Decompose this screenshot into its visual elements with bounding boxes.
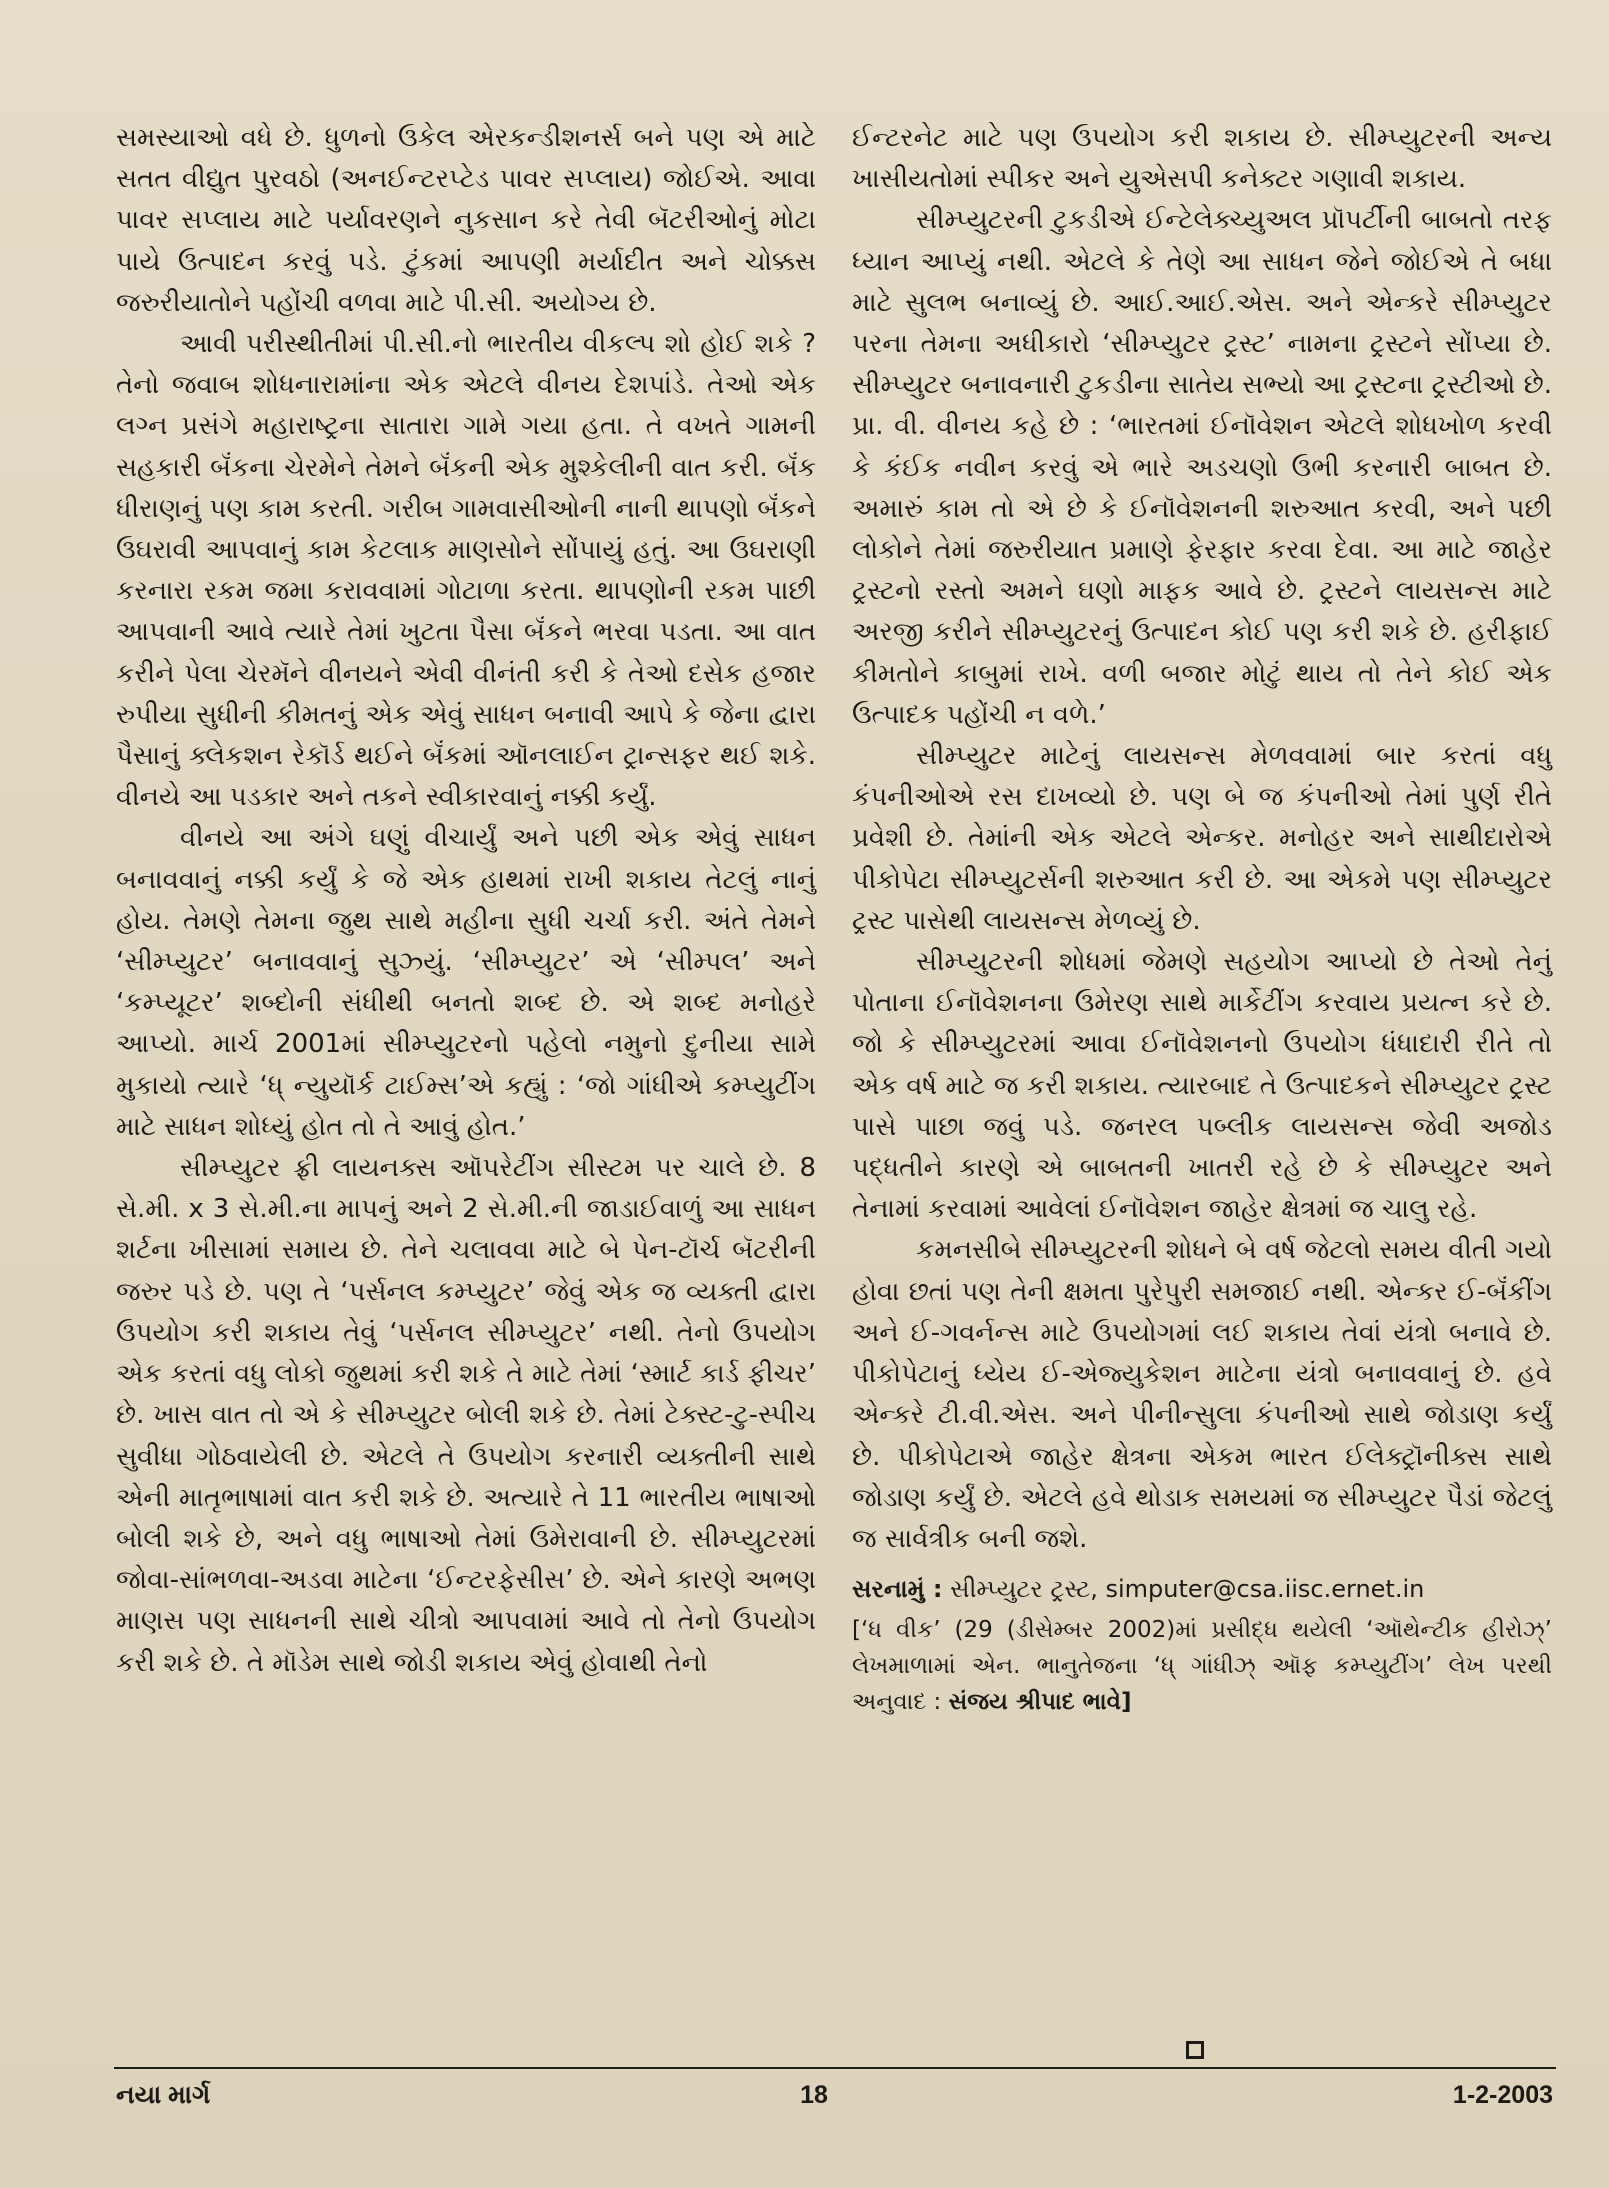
left-paragraph-3: વીનયે આ અંગે ઘણું વીચાર્યું અને પછી એક એવું સાધન બનાવવાનું નક્કી કર્યું કે જે એક હાથમાં રાખી શકાય તેટલું નાનું હોય. તેમણે તેમના જુથ સાથે મહીના સુધી ચર્ચા કરી. અંતે તેમને ‘સીમ્પ્યુટર’ બનાવવાનું સુઝ્યું. ‘સીમ્પ્યુટર’ એ ‘સીમ્પલ’ અને ‘કમ્પ્યૂટર’ શબ્દોની સંધીથી બનતો શબ્દ છે. એ શબ્દ મનોહરે આપ્યો. માર્ચ 2001માં સીમ્પ્યુટરનો પહેલો નમુનો દુનીયા સામે મુકાયો ત્યારે ‘ધ્ ન્યુયૉર્ક ટાઈમ્સ’એ કહ્યું : ‘જો ગાંધીએ કમ્પ્યુટીંગ માટે સાધન શોધ્યું હોત તો તે આવું હોત.’ bbox=[116, 823, 816, 1142]
right-paragraph-2: સીમ્પ્યુટરની ટુકડીએ ઈન્ટેલેક્ચ્યુઅલ પ્રૉપર્ટીની બાબતો તરફ ધ્યાન આપ્યું નથી. એટલે કે તેણે આ સાધન જેને જોઈએ તે બધા માટે સુલભ બનાવ્યું છે. આઈ.આઈ.એસ. અને એન્કરે સીમ્પ્યુટર પરના તેમના અધીકારો ‘સીમ્પ્યુટર ટ્રસ્ટ’ નામના ટ્રસ્ટને સોંપ્યા છે. સીમ્પ્યુટર બનાવનારી ટુકડીના સાતેય સભ્યો આ ટ્રસ્ટના ટ્રસ્ટીઓ છે. પ્રા. વી. વીનય કહે છે : ‘ભારતમાં ઈનૉવેશન એટલે શોધખોળ કરવી કે કંઈક નવીન કરવું એ ભારે અડચણો ઉભી કરનારી બાબત છે. અમારું કામ તો એ છે કે ઈનૉવેશનની શરુઆત કરવી, અને પછી લોકોને તેમાં જરુરીયાત પ્રમાણે ફેરફાર કરવા દેવા. આ માટે જાહેર ટ્રસ્ટનો રસ્તો અમને ઘણો માફક આવે છે. ટ્રસ્ટને લાયસન્સ માટે અરજી કરીને સીમ્પ્યુટરનું ઉત્પાદન કોઈ પણ કરી શકે છે. હરીફાઈ કીમતોને કાબુમાં રાખે. વળી બજાર મોટું થાય તો તેને કોઈ એક ઉત્પાદક પહોંચી ન વળે.’ bbox=[852, 205, 1552, 730]
source-note-text: [‘ધ વીક’ (29 (ડીસેમ્બર 2002)માં પ્રસીદ્ધ થયેલી ‘ઑથેન્ટીક હીરોઝ્’ લેખમાળામાં એન. ભાનુતેજના ‘ધ્ ગાંધીઝ્ ઑફ કમ્પ્યુટીંગ’ લેખ પરથી અનુવાદ : bbox=[852, 1617, 1552, 1716]
translator-name: સંજય શ્રીપાદ ભાવે] bbox=[948, 1689, 1132, 1716]
issue-date: 1-2-2003 bbox=[1452, 2081, 1553, 2109]
left-paragraph-4: સીમ્પ્યુટર ફ્રી લાયનક્સ ઑપરેટીંગ સીસ્ટમ પર ચાલે છે. 8 સે.મી. x 3 સે.મી.ના માપનું અને 2 સે.મી.ની જાડાઈવાળું આ સાધન શર્ટના ખીસામાં સમાય છે. તેને ચલાવવા માટે બે પેન-ટૉર્ચ બૅટરીની જરુર પડે છે. પણ તે ‘પર્સનલ કમ્પ્યુટર’ જેવું એક જ વ્યક્તી દ્વારા ઉપયોગ કરી શકાય તેવું ‘પર્સનલ સીમ્પ્યુટર’ નથી. તેનો ઉપયોગ એક કરતાં વધુ લોકો જુથમાં કરી શકે તે માટે તેમાં ‘સ્માર્ટ કાર્ડ ફીચર’ છે. ખાસ વાત તો એ કે સીમ્પ્યુટર બોલી શકે છે. તેમાં ટેક્સ્ટ-ટુ-સ્પીચ સુવીધા ગોઠવાયેલી છે. એટલે તે ઉપયોગ કરનારી વ્યક્તીની સાથે એની માતૃભાષામાં વાત કરી શકે છે. અત્યારે તે 11 ભારતીય ભાષાઓ બોલી શકે છે, અને વધુ ભાષાઓ તેમાં ઉમેરાવાની છે. સીમ્પ્યુટરમાં જોવા-સાંભળવા-અડવા માટેના ‘ઈન્ટરફેસીસ’ છે. એને કારણે અભણ માણસ પણ સાધનની સાથે ચીત્રો આપવામાં આવે તો તેનો ઉપયોગ કરી શકે છે. તે મૉડેમ સાથે જોડી શકાય એવું હોવાથી તેનો bbox=[116, 1153, 816, 1678]
address-label: સરનામું : bbox=[852, 1575, 943, 1604]
address-text: સીમ્પ્યુટર ટ્રસ્ટ, simputer@csa.iisc.ernet.in bbox=[942, 1575, 1425, 1604]
left-column bbox=[116, 118, 816, 1684]
left-paragraph-2: આવી પરીસ્થીતીમાં પી.સી.નો ભારતીય વીકલ્પ શો હોઈ શકે ? તેનો જવાબ શોધનારામાંના એક એટલે વીનય દેશપાંડે. તેઓ એક લગ્ન પ્રસંગે મહારાષ્ટ્રના સાતારા ગામે ગયા હતા. તે વખતે ગામની સહકારી બૅંકના ચેરમેને તેમને બૅંકની એક મુશ્કેલીની વાત કરી. બૅંક ધીરાણનું પણ કામ કરતી. ગરીબ ગામવાસીઓની નાની થાપણો બૅંકને ઉઘરાવી આપવાનું કામ કેટલાક માણસોને સોંપાયું હતું. આ ઉઘરાણી કરનારા રકમ જમા કરાવવામાં ગોટાળા કરતા. થાપણોની રકમ પાછી આપવાની આવે ત્યારે તેમાં ખુટતા પૈસા બૅંકને ભરવા પડતા. આ વાત કરીને પેલા ચેરમૅને વીનયને એવી વીનંતી કરી કે તેઓ દસેક હજાર રુપીયા સુધીની કીમતનું એક એવું સાધન બનાવી આપે કે જેના દ્વારા પૈસાનું ક્લેકશન રેકૉર્ડ થઈને બૅંકમાં ઑનલાઈન ટ્રાન્સફર થઈ શકે. વીનયે આ પડકાર અને તકને સ્વીકારવાનું નક્કી કર્યું. bbox=[116, 329, 816, 813]
right-paragraph-5: કમનસીબે સીમ્પ્યુટરની શોધને બે વર્ષ જેટલો સમય વીતી ગયો હોવા છતાં પણ તેની ક્ષમતા પુરેપુરી સમજાઈ નથી. એન્કર ઈ-બૅંકીંગ અને ઈ-ગવર્નન્સ માટે ઉપયોગમાં લઈ શકાય તેવાં યંત્રો બનાવે છે. પીકોપેટાનું ધ્યેય ઈ-એજ્યુકેશન માટેના યંત્રો બનાવવાનું છે. હવે એન્કરે ટી.વી.એસ. અને પીનીન્સુલા કંપનીઓ સાથે જોડાણ કર્યું છે. પીકોપેટાએ જાહેર ક્ષેત્રના એકમ ભારત ઈલેક્ટ્રૉનીક્સ સાથે જોડાણ કર્યું છે. એટલે હવે થોડાક સમયમાં જ સીમ્પ્યુટર પૈડાં જેટલું જ સાર્વત્રીક બની જશે. bbox=[852, 1235, 1552, 1554]
address-line bbox=[852, 1572, 1552, 1606]
right-paragraph-1: ઈન્ટરનેટ માટે પણ ઉપયોગ કરી શકાય છે. સીમ્પ્યુટરની અન્ય ખાસીયતોમાં સ્પીકર અને યુએસપી કનેક્ટર ગણાવી શકાય. bbox=[852, 123, 1552, 195]
footer-divider bbox=[114, 2067, 1556, 2069]
source-note bbox=[852, 1612, 1552, 1720]
end-square-icon bbox=[1186, 2041, 1204, 2059]
left-paragraph-1: સમસ્યાઓ વધે છે. ધુળનો ઉકેલ એરકન્ડીશનર્સ બને પણ એ માટે સતત વીદ્યુત પુરવઠો (અનઈન્ટરપ્ટેડ પાવર સપ્લાય) જોઈએ. આવા પાવર સપ્લાય માટે પર્યાવરણને નુકસાન કરે તેવી બૅટરીઓનું મોટા પાયે ઉત્પાદન કરવું પડે. ટુંકમાં આપણી મર્યાદીત અને ચોક્કસ જરુરીયાતોને પહોંચી વળવા માટે પી.સી. અયોગ્ય છે. bbox=[116, 123, 816, 318]
right-paragraph-3: સીમ્પ્યુટર માટેનું લાયસન્સ મેળવવામાં બાર કરતાં વધુ કંપનીઓએ રસ દાખવ્યો છે. પણ બે જ કંપનીઓ તેમાં પુર્ણ રીતે પ્રવેશી છે. તેમાંની એક એટલે એન્કર. મનોહર અને સાથીદારોએ પીકોપેટા સીમ્પ્યુટર્સની શરુઆત કરી છે. આ એકમે પણ સીમ્પ્યુટર ટ્રસ્ટ પાસેથી લાયસન્સ મેળવ્યું છે. bbox=[852, 741, 1552, 936]
right-column bbox=[852, 118, 1552, 1720]
publication-name: નયા માર્ગ bbox=[116, 2081, 211, 2109]
right-paragraph-4: સીમ્પ્યુટરની શોધમાં જેમણે સહયોગ આપ્યો છે તેઓ તેનું પોતાના ઈનૉવેશનના ઉમેરણ સાથે માર્કેટીંગ કરવાય પ્રયત્ન કરે છે. જો કે સીમ્પ્યુટરમાં આવા ઈનૉવેશનનો ઉપયોગ ધંધાદારી રીતે તો એક વર્ષ માટે જ કરી શકાય. ત્યારબાદ તે ઉત્પાદકને સીમ્પ્યુટર ટ્રસ્ટ પાસે પાછા જવું પડે. જનરલ પબ્લીક લાયસન્સ જેવી અજોડ પદ્ધતીને કારણે એ બાબતની ખાતરી રહે છે કે સીમ્પ્યુટર અને તેનામાં કરવામાં આવેલાં ઈનૉવેશન જાહેર ક્ષેત્રમાં જ ચાલુ રહે. bbox=[852, 947, 1552, 1225]
page-number: 18 bbox=[800, 2081, 828, 2109]
